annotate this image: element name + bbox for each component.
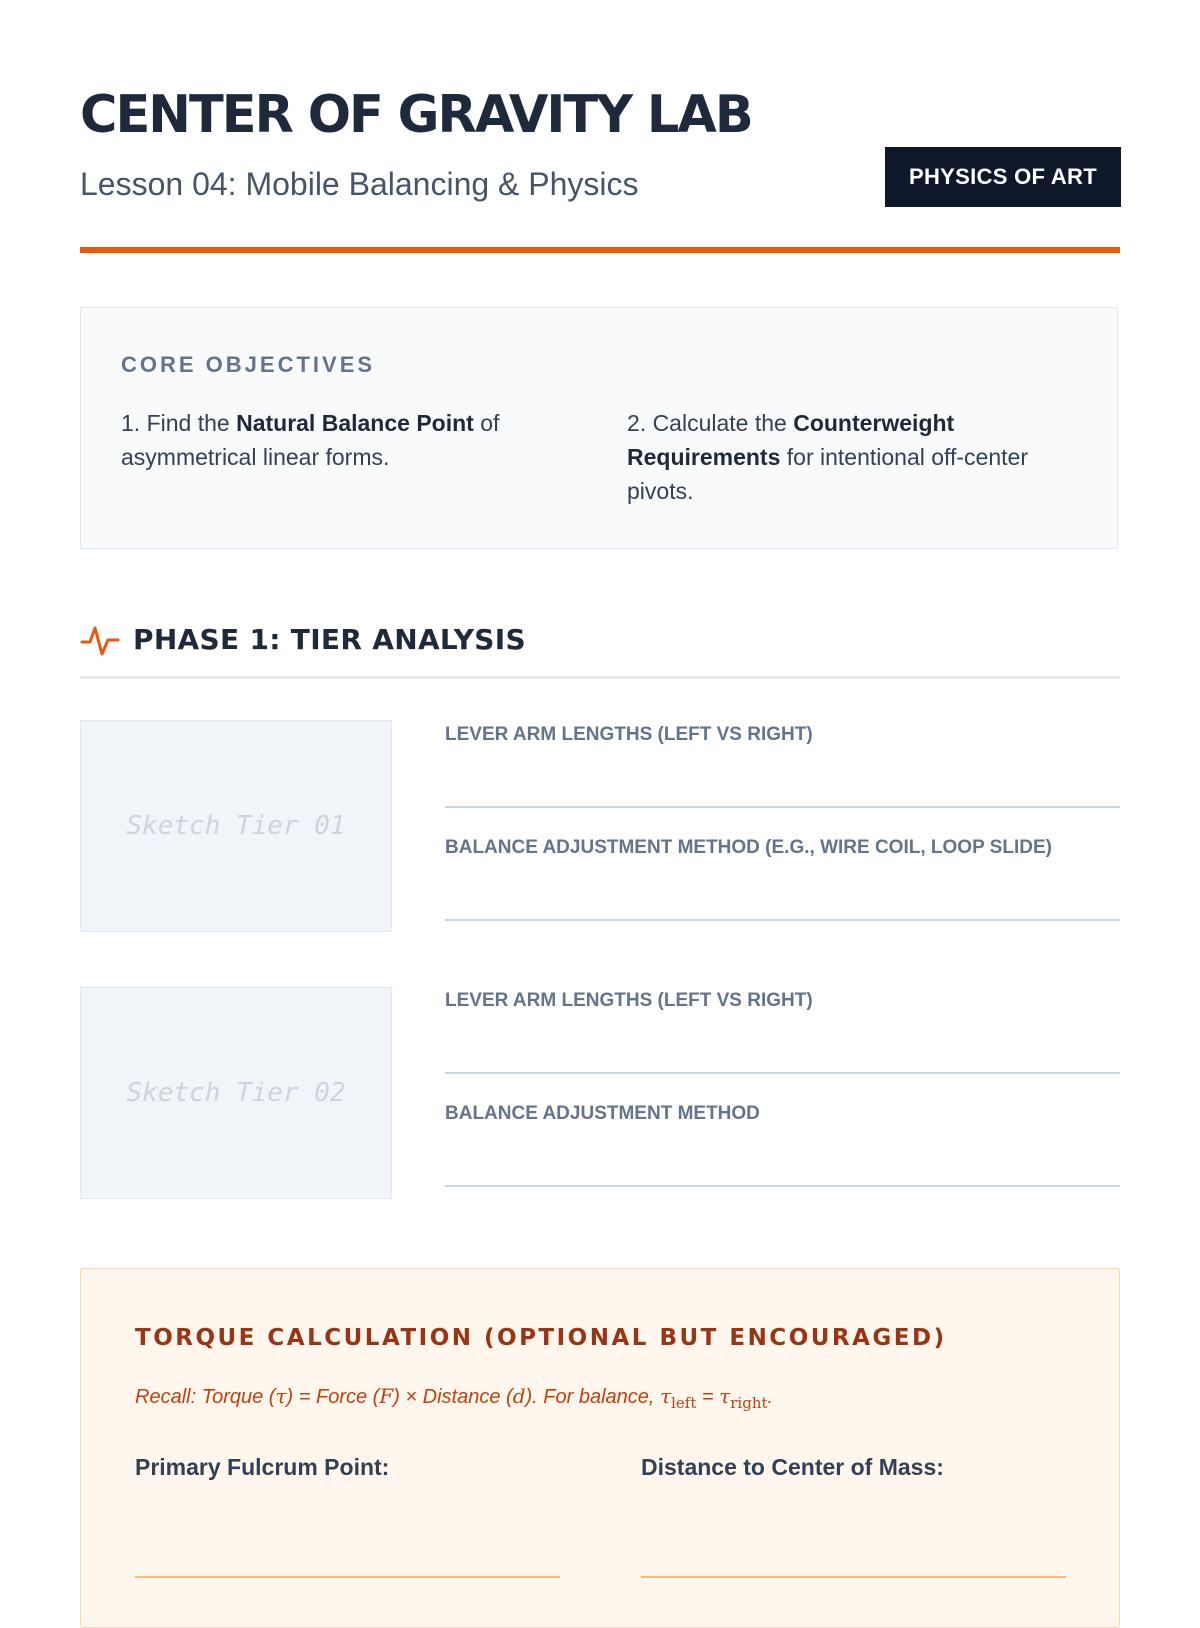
sketch-tier-02-label: Sketch Tier 02 [126,1078,346,1108]
sketch-tier-01-label: Sketch Tier 01 [126,811,346,841]
tier-01-lever-arm-field[interactable] [445,806,1120,808]
objective-2-key: Counterweight Requirements [627,410,955,470]
phase-1-divider [80,676,1120,679]
pulse-icon [80,620,120,660]
lesson-subtitle: Lesson 04: Mobile Balancing & Physics [80,166,639,202]
tier-01-lever-arm-label: LEVER ARM LENGTHS (LEFT VS RIGHT) [445,724,813,745]
page-title: CENTER OF GRAVITY LAB [80,85,752,145]
tier-02-adjustment-label: BALANCE ADJUSTMENT METHOD [445,1103,760,1124]
distance-to-center-field[interactable] [641,1576,1066,1578]
subject-tag: PHYSICS OF ART [885,147,1121,207]
header-divider [80,247,1120,253]
tier-02-lever-arm-field[interactable] [445,1072,1120,1074]
objective-1-key: Natural Balance Point [236,410,474,436]
primary-fulcrum-field[interactable] [135,1576,560,1578]
tier-01-adjustment-field[interactable] [445,919,1120,921]
sketch-area-tier-02[interactable] [80,987,392,1199]
torque-title: TORQUE CALCULATION (OPTIONAL BUT ENCOURAGED) [135,1325,947,1351]
torque-calculation-box [80,1268,1120,1628]
tier-02-lever-arm-label: LEVER ARM LENGTHS (LEFT VS RIGHT) [445,990,813,1011]
phase-1-title: PHASE 1: TIER ANALYSIS [133,623,526,656]
torque-formula-note: Recall: Torque (τ) = Force (F) × Distance (d). For balance, $\tau_{left} = \tau_{right}$. [135,1384,774,1412]
objective-1: 1. Find the Natural Balance Point of asymmetrical linear forms. [121,410,500,470]
core-objectives-box [80,307,1118,549]
tier-01-adjustment-label: BALANCE ADJUSTMENT METHOD (E.G., WIRE COIL, LOOP SLIDE) [445,837,1052,858]
objectives-heading: CORE OBJECTIVES [121,352,376,377]
sketch-area-tier-01[interactable] [80,720,392,932]
distance-to-center-label: Distance to Center of Mass: [641,1454,944,1480]
objective-2: 2. Calculate the Counterweight Requirements for intentional off-center pivots. [627,410,1028,504]
tier-02-adjustment-field[interactable] [445,1185,1120,1187]
primary-fulcrum-label: Primary Fulcrum Point: [135,1454,390,1480]
